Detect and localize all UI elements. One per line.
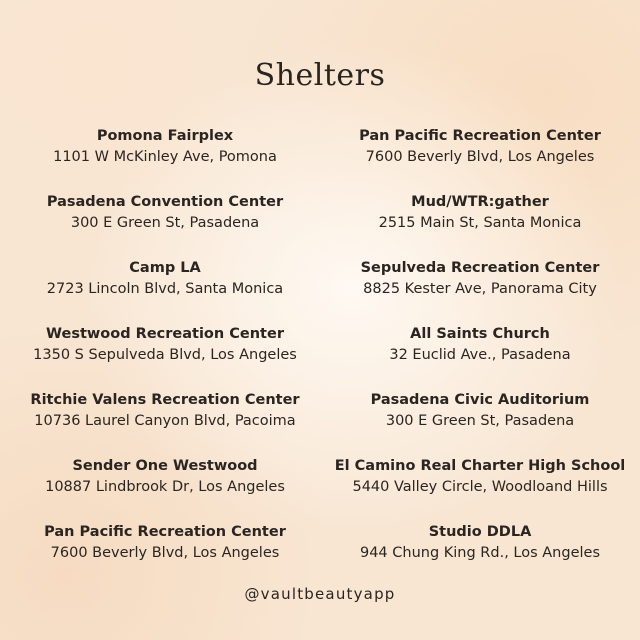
shelter-entry [15, 192, 315, 258]
shelter-name: Pan Pacific Recreation Center [359, 128, 601, 144]
shelter-name: Studio DDLA [428, 524, 532, 540]
shelter-address: 10736 Laurel Canyon Blvd, Pacoima [34, 413, 296, 429]
shelter-name: Sepulveda Recreation Center [360, 260, 600, 276]
shelter-entry [15, 324, 315, 390]
shelter-name: Pasadena Convention Center [46, 194, 284, 210]
shelter-address: 300 E Green St, Pasadena [70, 215, 260, 231]
shelter-entry [330, 126, 630, 192]
shelter-name: Westwood Recreation Center [46, 326, 284, 342]
shelter-entry [15, 456, 315, 522]
shelter-name: Ritchie Valens Recreation Center [30, 392, 300, 408]
page-title: Shelters [254, 58, 386, 93]
shelter-list-right [330, 126, 630, 588]
shelter-address: 8825 Kester Ave, Panorama City [363, 281, 597, 297]
shelter-address: 944 Chung King Rd., Los Angeles [359, 545, 601, 561]
shelter-address: 1350 S Sepulveda Blvd, Los Angeles [33, 347, 297, 363]
shelter-list-left [15, 126, 315, 588]
shelter-address: 1101 W McKinley Ave, Pomona [53, 149, 277, 165]
shelter-entry [15, 126, 315, 192]
shelter-address: 7600 Beverly Blvd, Los Angeles [50, 545, 280, 561]
shelter-address: 2723 Lincoln Blvd, Santa Monica [46, 281, 284, 297]
shelter-address: 2515 Main St, Santa Monica [378, 215, 582, 231]
shelter-name: Pan Pacific Recreation Center [44, 524, 286, 540]
shelter-entry [330, 258, 630, 324]
shelter-address: 300 E Green St, Pasadena [385, 413, 575, 429]
shelter-name: El Camino Real Charter High School [334, 458, 626, 474]
shelter-entry [330, 192, 630, 258]
shelter-entry [330, 324, 630, 390]
shelter-name: All Saints Church [410, 326, 550, 342]
shelter-entry [330, 390, 630, 456]
shelter-entry [330, 522, 630, 588]
shelter-address: 10887 Lindbrook Dr, Los Angeles [45, 479, 285, 495]
shelter-name: Camp LA [129, 260, 201, 276]
shelter-name: Pomona Fairplex [96, 128, 234, 144]
shelter-address: 32 Euclid Ave., Pasadena [389, 347, 571, 363]
shelter-name: Mud/WTR:gather [411, 194, 549, 210]
social-handle: @vaultbeautyapp [244, 585, 396, 603]
shelter-name: Sender One Westwood [72, 458, 258, 474]
shelter-name: Pasadena Civic Auditorium [370, 392, 590, 408]
shelter-entry [330, 456, 630, 522]
shelter-address: 5440 Valley Circle, Woodloand Hills [352, 479, 608, 495]
shelter-entry [15, 390, 315, 456]
shelter-entry [15, 522, 315, 588]
shelter-address: 7600 Beverly Blvd, Los Angeles [365, 149, 595, 165]
shelter-entry [15, 258, 315, 324]
